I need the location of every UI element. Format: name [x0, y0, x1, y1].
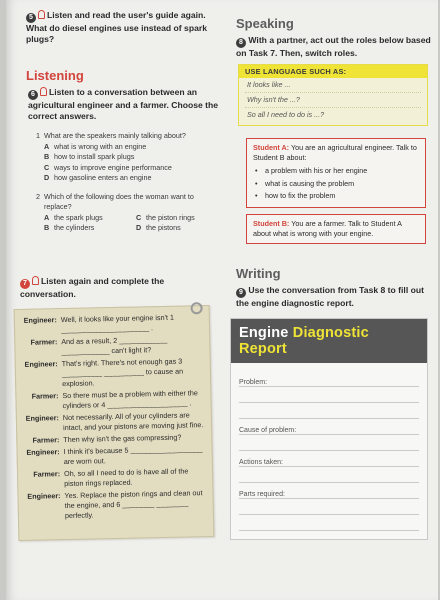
q1-option-d[interactable]: D how gasoline enters an engine	[44, 173, 152, 183]
field-problem[interactable]: Problem:	[239, 371, 419, 387]
speaking-section	[236, 16, 432, 59]
dialogue-line	[17, 410, 205, 434]
task-number-badge: 7	[20, 279, 30, 289]
student-a-card: Student A: You are an agricultural engineer. Talk to Student B about: • a problem with his or her engine • what is causing the problem • how to fix the problem	[246, 138, 426, 208]
task7-instruction: 7 Listen again and complete the conversation.	[20, 276, 165, 300]
question-2: 2 Which of the following does the woman want to replace? A the spark plugs C the piston rings B the cylinders D the pistons	[26, 192, 221, 234]
q1-option-a[interactable]: A what is wrong with an engine	[44, 141, 147, 151]
language-box	[238, 64, 428, 126]
task9-instruction: 9 Use the conversation from Task 8 to fill out the engine diagnostic report.	[236, 285, 424, 309]
q2-option-b[interactable]: B the cylinders	[44, 223, 95, 233]
task8-instruction: 8 With a partner, act out the roles below based on Task 7. Then, switch roles.	[236, 35, 431, 59]
bullet-item: • how to fix the problem	[253, 190, 419, 203]
dialogue-line	[16, 356, 205, 390]
speaker-label: Engineer:	[24, 359, 58, 369]
listening-section	[26, 68, 221, 234]
dialogue-text: Not necessarily. All of your cylinders are intact, and your pistons are moving just fine.	[62, 410, 204, 433]
task-number-badge: 6	[28, 90, 38, 100]
phrase-2: Why isn't the ...?	[247, 95, 300, 104]
dialogue-line	[18, 444, 206, 468]
language-box-heading: USE LANGUAGE SUCH AS:	[239, 65, 427, 78]
task6-instruction: 6 Listen to a conversation between an agricultural engineer and a farmer. Choose the correct answers.	[28, 87, 219, 121]
dialogue-text: Well, it looks like your engine isn't 1 ______________________ .	[60, 312, 175, 335]
speaker-label: Engineer:	[25, 413, 59, 423]
task5-instruction: 5 Listen and read the user's guide again. What do diesel engines use instead of spark plugs?	[26, 10, 207, 44]
dialogue-line	[15, 334, 203, 358]
speaking-heading: Speaking	[236, 16, 294, 31]
dialogue-list	[15, 312, 207, 522]
q2-option-c[interactable]: C the piston rings	[136, 212, 195, 222]
bullet-item: • a problem with his or her engine	[253, 165, 419, 178]
dialogue-text: Oh, so all I need to do is have all of the piston rings replaced.	[63, 466, 189, 489]
q1-option-c[interactable]: C ways to improve engine performance	[44, 162, 172, 172]
speaker-label: Farmer:	[31, 391, 59, 401]
dialogue-text: And as a result, 2 ____________ ____________ can't light it?	[61, 334, 168, 357]
conversation-note	[14, 305, 215, 541]
dialogue-line	[18, 466, 206, 490]
diagnostic-report-form	[230, 318, 428, 540]
bullet-item: • what is causing the problem	[253, 178, 419, 191]
dialogue-line	[16, 388, 204, 412]
task-number-badge: 8	[236, 38, 246, 48]
speaker-label: Farmer:	[33, 469, 61, 479]
field-actions[interactable]: Actions taken:	[239, 451, 419, 467]
speaker-label: Engineer:	[23, 315, 57, 325]
listen-icon	[32, 276, 39, 285]
task5-block	[26, 10, 221, 44]
dialogue-text: Then why isn't the gas compressing?	[63, 432, 182, 445]
speaker-label: Engineer:	[26, 447, 60, 457]
dialogue-text: Yes. Replace the piston rings and clean out the engine, and 6 ________ ________ perfectly.	[64, 488, 203, 521]
listen-icon	[38, 10, 45, 19]
q2-option-a[interactable]: A the spark plugs	[44, 212, 103, 222]
q1-option-b[interactable]: B how to install spark plugs	[44, 152, 135, 162]
field-cause[interactable]: Cause of problem:	[239, 419, 419, 435]
phrase-3: So all I need to do is ...?	[247, 110, 325, 119]
dialogue-text: So there must be a problem with either the cylinders or 4 ____________________ .	[62, 388, 198, 411]
speaker-label: Farmer:	[30, 337, 58, 347]
question-1: 1 What are the speakers mainly talking about? A what is wrong with an engine B how to install spark plugs C ways to improve engine performance D how gasoline enters an engine	[26, 131, 221, 184]
writing-section	[236, 266, 432, 309]
q2-option-d[interactable]: D the pistons	[136, 223, 181, 233]
report-title: Engine Diagnostic Report	[231, 319, 427, 363]
speaker-label: Engineer:	[27, 491, 61, 501]
task-number-badge: 5	[26, 13, 36, 23]
dialogue-text: I think it's because 5 __________________ are worn out.	[63, 444, 203, 467]
q2-options	[36, 213, 221, 234]
speaker-label: Farmer:	[32, 435, 60, 445]
dialogue-line	[15, 312, 203, 336]
field-parts[interactable]: Parts required:	[239, 483, 419, 499]
student-b-card: Student B: You are a farmer. Talk to Student A about what is wrong with your engine.	[246, 214, 426, 244]
task-number-badge: 9	[236, 288, 246, 298]
textbook-page	[6, 0, 438, 600]
phrase-1: It looks like ...	[247, 80, 291, 89]
q1-options	[36, 142, 221, 184]
writing-heading: Writing	[236, 266, 281, 281]
dialogue-line	[18, 488, 207, 522]
listen-icon	[40, 87, 47, 96]
student-a-bullets	[253, 165, 419, 203]
dialogue-text: That's right. There's not enough gas 3 __________ __________ to cause an explosion.	[61, 356, 184, 389]
listening-heading: Listening	[26, 68, 84, 83]
